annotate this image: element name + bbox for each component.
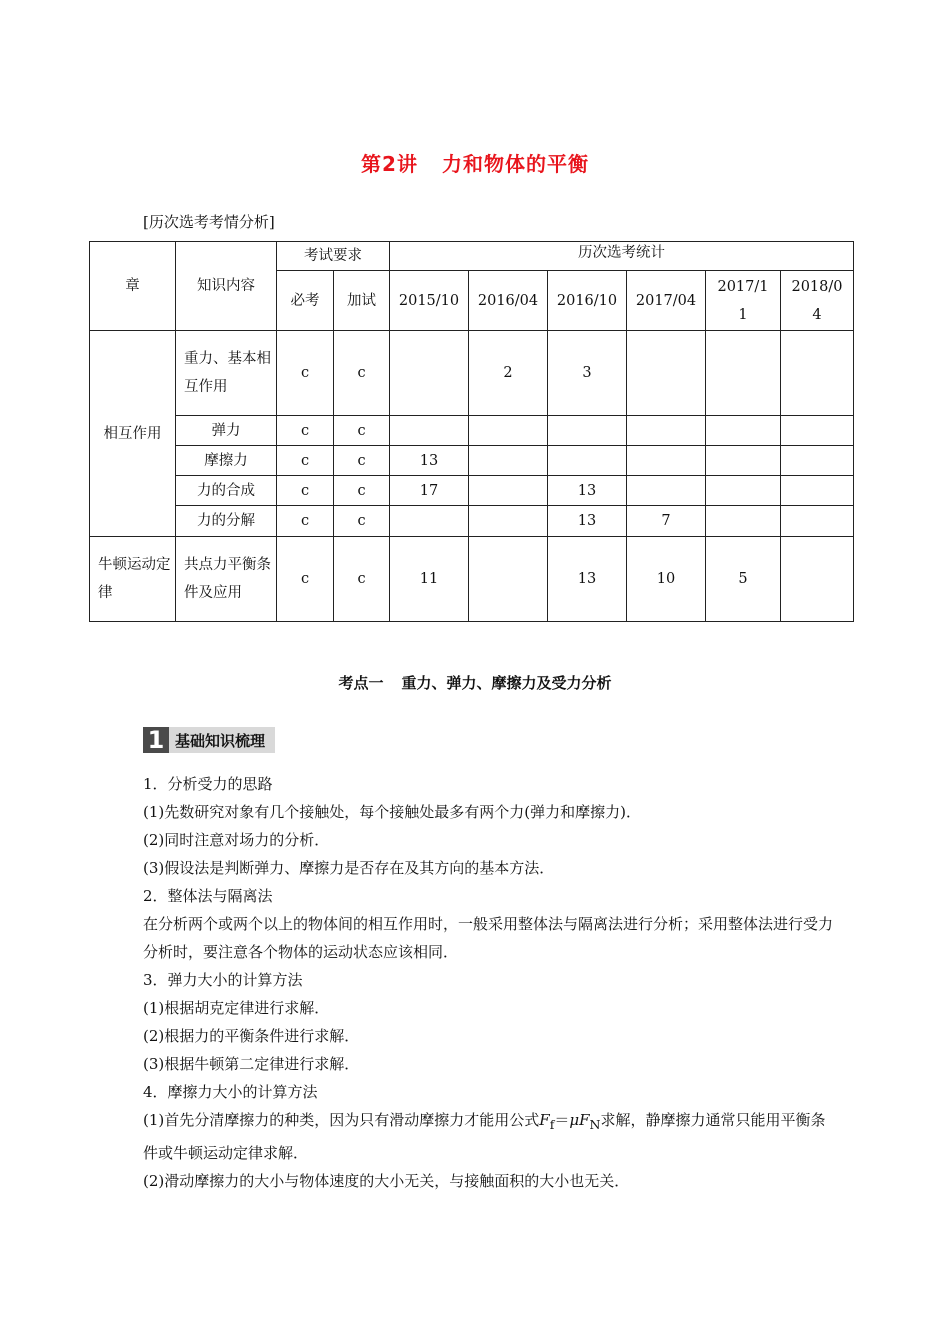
paragraph: 2．整体法与隔离法: [143, 887, 273, 905]
value-cell: 17: [390, 476, 469, 506]
content-cell: 力的合成: [176, 476, 277, 506]
header-jiashi: 加试: [334, 271, 390, 331]
value-cell: [781, 476, 854, 506]
value-cell: [469, 537, 548, 622]
value-cell: [469, 416, 548, 446]
paragraph: (1)根据胡克定律进行求解．: [143, 999, 330, 1017]
value-cell: [390, 416, 469, 446]
content-cell: 力的分解: [176, 506, 277, 537]
bikao-cell: c: [277, 416, 334, 446]
table-row: [90, 331, 854, 416]
lecture-number: 第2讲: [361, 152, 418, 176]
section-heading: [0, 672, 950, 693]
bikao-cell: c: [277, 506, 334, 537]
value-cell: 13: [548, 537, 627, 622]
badge-number: 1: [143, 727, 169, 753]
value-cell: 13: [390, 446, 469, 476]
header-year: 2017/11: [706, 271, 781, 331]
value-cell: [627, 476, 706, 506]
formula-fn: F: [579, 1111, 590, 1129]
body-text: [143, 770, 833, 1195]
value-cell: [706, 446, 781, 476]
paragraph: (3)假设法是判断弹力、摩擦力是否存在及其方向的基本方法．: [143, 859, 555, 877]
formula-fn-sub: N: [589, 1117, 601, 1132]
value-cell: [548, 416, 627, 446]
paragraph: 在分析两个或两个以上的物体间的相互作用时，一般采用整体法与隔离法进行分析；采用整体法进行受力分析时，要注意各个物体的运动状态应该相同．: [143, 915, 834, 961]
value-cell: [706, 506, 781, 537]
value-cell: [469, 476, 548, 506]
content-cell: 重力、基本相互作用: [176, 331, 277, 416]
header-bikao: 必考: [277, 271, 334, 331]
formula-ff-sub: f: [549, 1117, 555, 1132]
value-cell: [469, 506, 548, 537]
table-row: [90, 506, 854, 537]
badge-label: 基础知识梳理: [169, 727, 275, 753]
header-chapter: 章: [90, 242, 176, 331]
bikao-cell: c: [277, 331, 334, 416]
header-requirement: 考试要求: [277, 242, 390, 271]
table-header-row: [90, 242, 854, 271]
knowledge-badge: [143, 727, 275, 753]
value-cell: [781, 506, 854, 537]
value-cell: [390, 331, 469, 416]
formula-paragraph: [143, 1106, 833, 1167]
value-cell: [627, 416, 706, 446]
paragraph: (3)根据牛顿第二定律进行求解．: [143, 1055, 360, 1073]
paragraph: (2)根据力的平衡条件进行求解．: [143, 1027, 360, 1045]
jiashi-cell: c: [334, 506, 390, 537]
value-cell: 7: [627, 506, 706, 537]
jiashi-cell: c: [334, 416, 390, 446]
content-cell: 摩擦力: [176, 446, 277, 476]
value-cell: [469, 446, 548, 476]
header-year: 2018/04: [781, 271, 854, 331]
value-cell: [627, 446, 706, 476]
paragraph: 4．摩擦力大小的计算方法: [143, 1083, 318, 1101]
exam-analysis-heading: [历次选考考情分析]: [143, 213, 275, 231]
value-cell: 13: [548, 476, 627, 506]
table-row: [90, 537, 854, 622]
jiashi-cell: c: [334, 331, 390, 416]
bikao-cell: c: [277, 476, 334, 506]
value-cell: [627, 331, 706, 416]
value-cell: [781, 537, 854, 622]
value-cell: [781, 446, 854, 476]
section-title: 重力、弹力、摩擦力及受力分析: [401, 674, 612, 692]
header-content: 知识内容: [176, 242, 277, 331]
value-cell: [548, 446, 627, 476]
jiashi-cell: c: [334, 446, 390, 476]
bikao-cell: c: [277, 446, 334, 476]
value-cell: [706, 331, 781, 416]
paragraph: (2)滑动摩擦力的大小与物体速度的大小无关，与接触面积的大小也无关．: [143, 1172, 630, 1190]
value-cell: [706, 476, 781, 506]
header-year: 2016/04: [469, 271, 548, 331]
content-cell: 共点力平衡条件及应用: [176, 537, 277, 622]
jiashi-cell: c: [334, 537, 390, 622]
formula-ff: F: [539, 1111, 550, 1129]
value-cell: 5: [706, 537, 781, 622]
bikao-cell: c: [277, 537, 334, 622]
header-year: 2017/04: [627, 271, 706, 331]
table-row: [90, 416, 854, 446]
header-stats: 历次选考统计: [390, 239, 854, 268]
value-cell: [781, 416, 854, 446]
value-cell: [706, 416, 781, 446]
paragraph: (2)同时注意对场力的分析．: [143, 831, 330, 849]
exam-stats-table: [89, 241, 854, 622]
formula-text-pre: (1)首先分清摩擦力的种类，因为只有滑动摩擦力才能用公式: [143, 1111, 540, 1129]
lecture-topic: 力和物体的平衡: [441, 152, 589, 176]
header-year: 2016/10: [548, 271, 627, 331]
jiashi-cell: c: [334, 476, 390, 506]
content-cell: 弹力: [176, 416, 277, 446]
value-cell: 3: [548, 331, 627, 416]
value-cell: [781, 331, 854, 416]
value-cell: 13: [548, 506, 627, 537]
table-row: [90, 476, 854, 506]
value-cell: [390, 506, 469, 537]
value-cell: 10: [627, 537, 706, 622]
chapter-cell: 相互作用: [90, 331, 176, 537]
formula-mu: μ: [569, 1111, 580, 1129]
page-title: [0, 148, 950, 177]
paragraph: 3．弹力大小的计算方法: [143, 971, 303, 989]
paragraph: (1)先数研究对象有几个接触处，每个接触处最多有两个力(弹力和摩擦力)．: [143, 803, 641, 821]
header-year: 2015/10: [390, 271, 469, 331]
formula-text-post: 求解，静摩擦力通常只能用平衡条件或牛顿运动定律求解．: [143, 1111, 826, 1162]
value-cell: 2: [469, 331, 548, 416]
paragraph: 1．分析受力的思路: [143, 775, 273, 793]
section-number: 考点一: [338, 674, 384, 692]
chapter-cell: 牛顿运动定律: [90, 537, 176, 622]
formula-eq: ＝: [554, 1111, 570, 1129]
table-row: [90, 446, 854, 476]
value-cell: 11: [390, 537, 469, 622]
